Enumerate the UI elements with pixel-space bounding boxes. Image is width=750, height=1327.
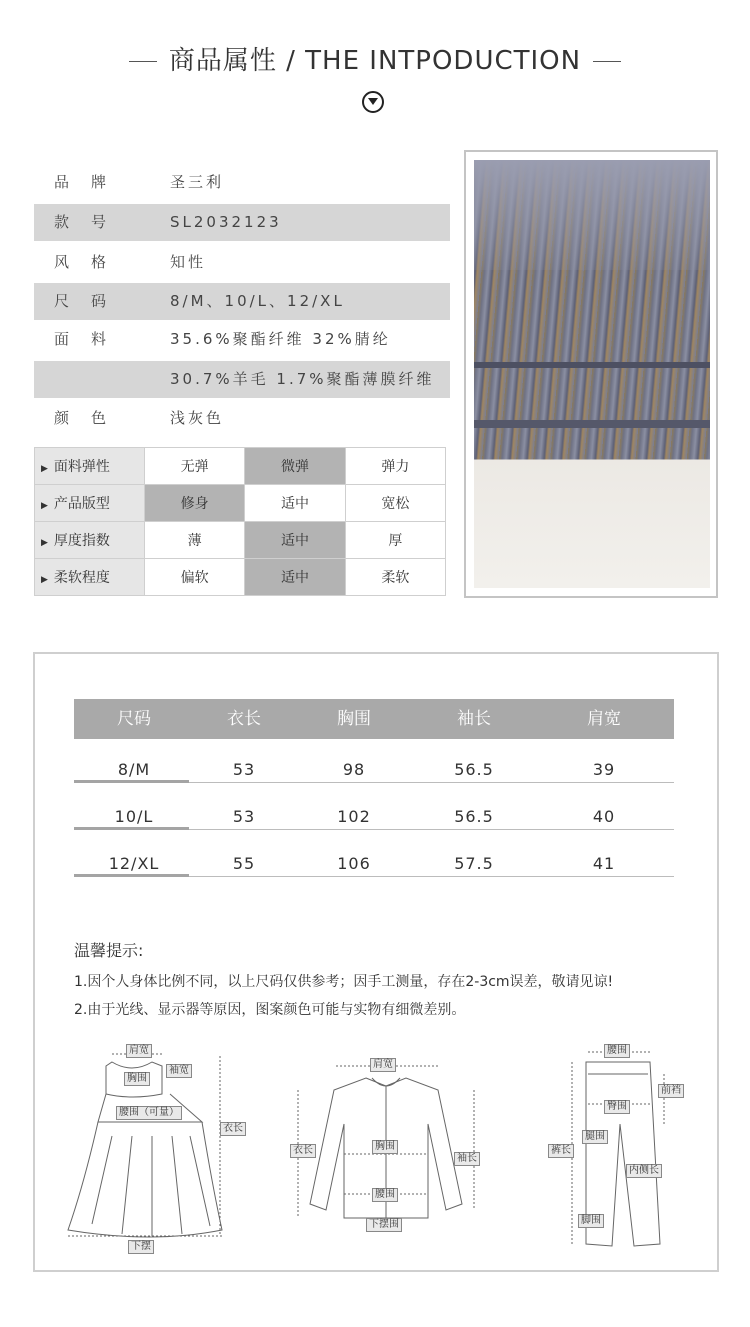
attr-value: 30.7%羊毛 1.7%聚酯薄膜纤维 [170,370,435,388]
size-header-cell: 袖长 [457,709,491,729]
rating-option-selected: 修身 [145,485,245,522]
measure-label: 裤长 [548,1144,574,1158]
rating-row [35,448,446,485]
size-row [74,747,674,793]
measure-label: 下摆 [128,1240,154,1254]
attr-key: 尺码 [54,292,129,310]
attr-value: 35.6%聚酯纤维 32%腈纶 [170,330,391,348]
size-cell: 53 [232,760,256,779]
tip-line: 2.由于光线、显示器等原因，图案颜色可能与实物有细微差别。 [74,1002,466,1018]
measure-label: 腰围（可量） [116,1106,182,1120]
size-cell: 98 [342,760,366,779]
dress-outline-icon [62,1044,242,1254]
triangle-right-icon: ▶ [41,464,48,474]
rating-label-text: 面料弹性 [53,459,110,475]
size-cell: 102 [337,807,371,826]
shirt-measure-diagram [288,1054,488,1234]
rating-option: 宽松 [345,485,445,522]
dress-measure-diagram [62,1044,242,1254]
rating-option: 无弹 [145,448,245,485]
rating-option: 弹力 [345,448,445,485]
attr-key: 风格 [54,253,129,271]
attr-value: 8/M、10/L、12/XL [170,292,345,310]
size-header-cell: 肩宽 [587,709,621,729]
measure-label: 腿围 [582,1130,608,1144]
measure-label: 胸围 [372,1140,398,1154]
attr-row [34,321,450,358]
attr-value: 浅灰色 [170,409,225,427]
size-cell: 39 [592,760,616,779]
attr-row [34,204,450,241]
attr-row [34,164,450,201]
row-divider [189,829,674,830]
attr-row [34,244,450,281]
row-divider [74,874,189,877]
row-divider [74,827,189,830]
chevron-down-circle-icon [362,91,384,113]
section-title-text: 商品属性 / THE INTPODUCTION [168,46,582,76]
size-cell: 8/M [117,760,151,779]
fabric-fold [474,420,710,428]
rating-row [35,522,446,559]
size-cell: 57.5 [454,854,494,873]
rating-row [35,485,446,522]
triangle-right-icon: ▶ [41,538,48,548]
rating-row [35,559,446,596]
attr-key: 面料 [54,330,129,348]
attr-key: 品牌 [54,173,129,191]
attr-value: 知性 [170,253,207,271]
attr-value: SL2032123 [170,213,282,231]
measure-label: 臀围 [604,1100,630,1114]
rating-label-text: 产品版型 [53,496,110,512]
measure-label: 衣长 [290,1144,316,1158]
rating-option: 适中 [245,485,345,522]
rating-option: 厚 [345,522,445,559]
row-divider [74,780,189,783]
rating-label [35,522,145,559]
size-header-cell: 胸围 [337,709,371,729]
title-dash-right [593,61,621,62]
row-divider [189,876,674,877]
tip-line: 1.因个人身体比例不同，以上尺码仅供参考；因手工测量，存在2-3cm误差，敬请见谅! [74,974,614,990]
triangle-right-icon: ▶ [41,575,48,585]
attr-value: 圣三利 [170,173,225,191]
measure-label: 内侧长 [626,1164,662,1178]
triangle-right-icon: ▶ [41,501,48,511]
rating-option-selected: 适中 [245,522,345,559]
size-cell: 40 [592,807,616,826]
fabric-photo-highlight [474,160,710,270]
rating-grid [34,447,446,596]
rating-label [35,559,145,596]
rating-option: 柔软 [345,559,445,596]
section-title [0,40,750,77]
size-table-header [74,699,674,739]
size-cell: 55 [232,854,256,873]
size-cell: 53 [232,807,256,826]
size-cell: 106 [337,854,371,873]
attr-key: 颜色 [54,409,129,427]
rating-label-text: 柔软程度 [53,570,110,586]
pants-measure-diagram [548,1044,688,1254]
measure-label: 衣长 [220,1122,246,1136]
attr-row [34,283,450,320]
rating-label [35,485,145,522]
measure-label: 肩宽 [370,1058,396,1072]
rating-option-selected: 适中 [245,559,345,596]
measure-label: 腰围 [604,1044,630,1058]
rating-label [35,448,145,485]
tips-title: 温馨提示: [74,941,144,960]
measure-label: 下摆围 [366,1218,402,1232]
size-header-cell: 衣长 [227,709,261,729]
measure-label: 袖宽 [166,1064,192,1078]
attr-key: 款号 [54,213,129,231]
attr-row [34,361,450,398]
measure-label: 前裆 [658,1084,684,1098]
row-divider [189,782,674,783]
measure-label: 腰围 [372,1188,398,1202]
size-row [74,841,674,887]
size-header-cell: 尺码 [117,709,151,729]
rating-option: 薄 [145,522,245,559]
title-dash-left [129,61,157,62]
size-cell: 56.5 [454,807,494,826]
rating-label-text: 厚度指数 [53,533,110,549]
rating-option-selected: 微弹 [245,448,345,485]
size-cell: 12/XL [108,854,160,873]
size-cell: 10/L [114,807,154,826]
measure-label: 肩宽 [126,1044,152,1058]
measure-label: 胸围 [124,1072,150,1086]
measure-label: 脚围 [578,1214,604,1228]
rating-option: 偏软 [145,559,245,596]
size-cell: 56.5 [454,760,494,779]
measure-label: 袖长 [454,1152,480,1166]
attr-row [34,400,450,437]
size-row [74,794,674,840]
fabric-fold [474,362,710,368]
size-cell: 41 [592,854,616,873]
